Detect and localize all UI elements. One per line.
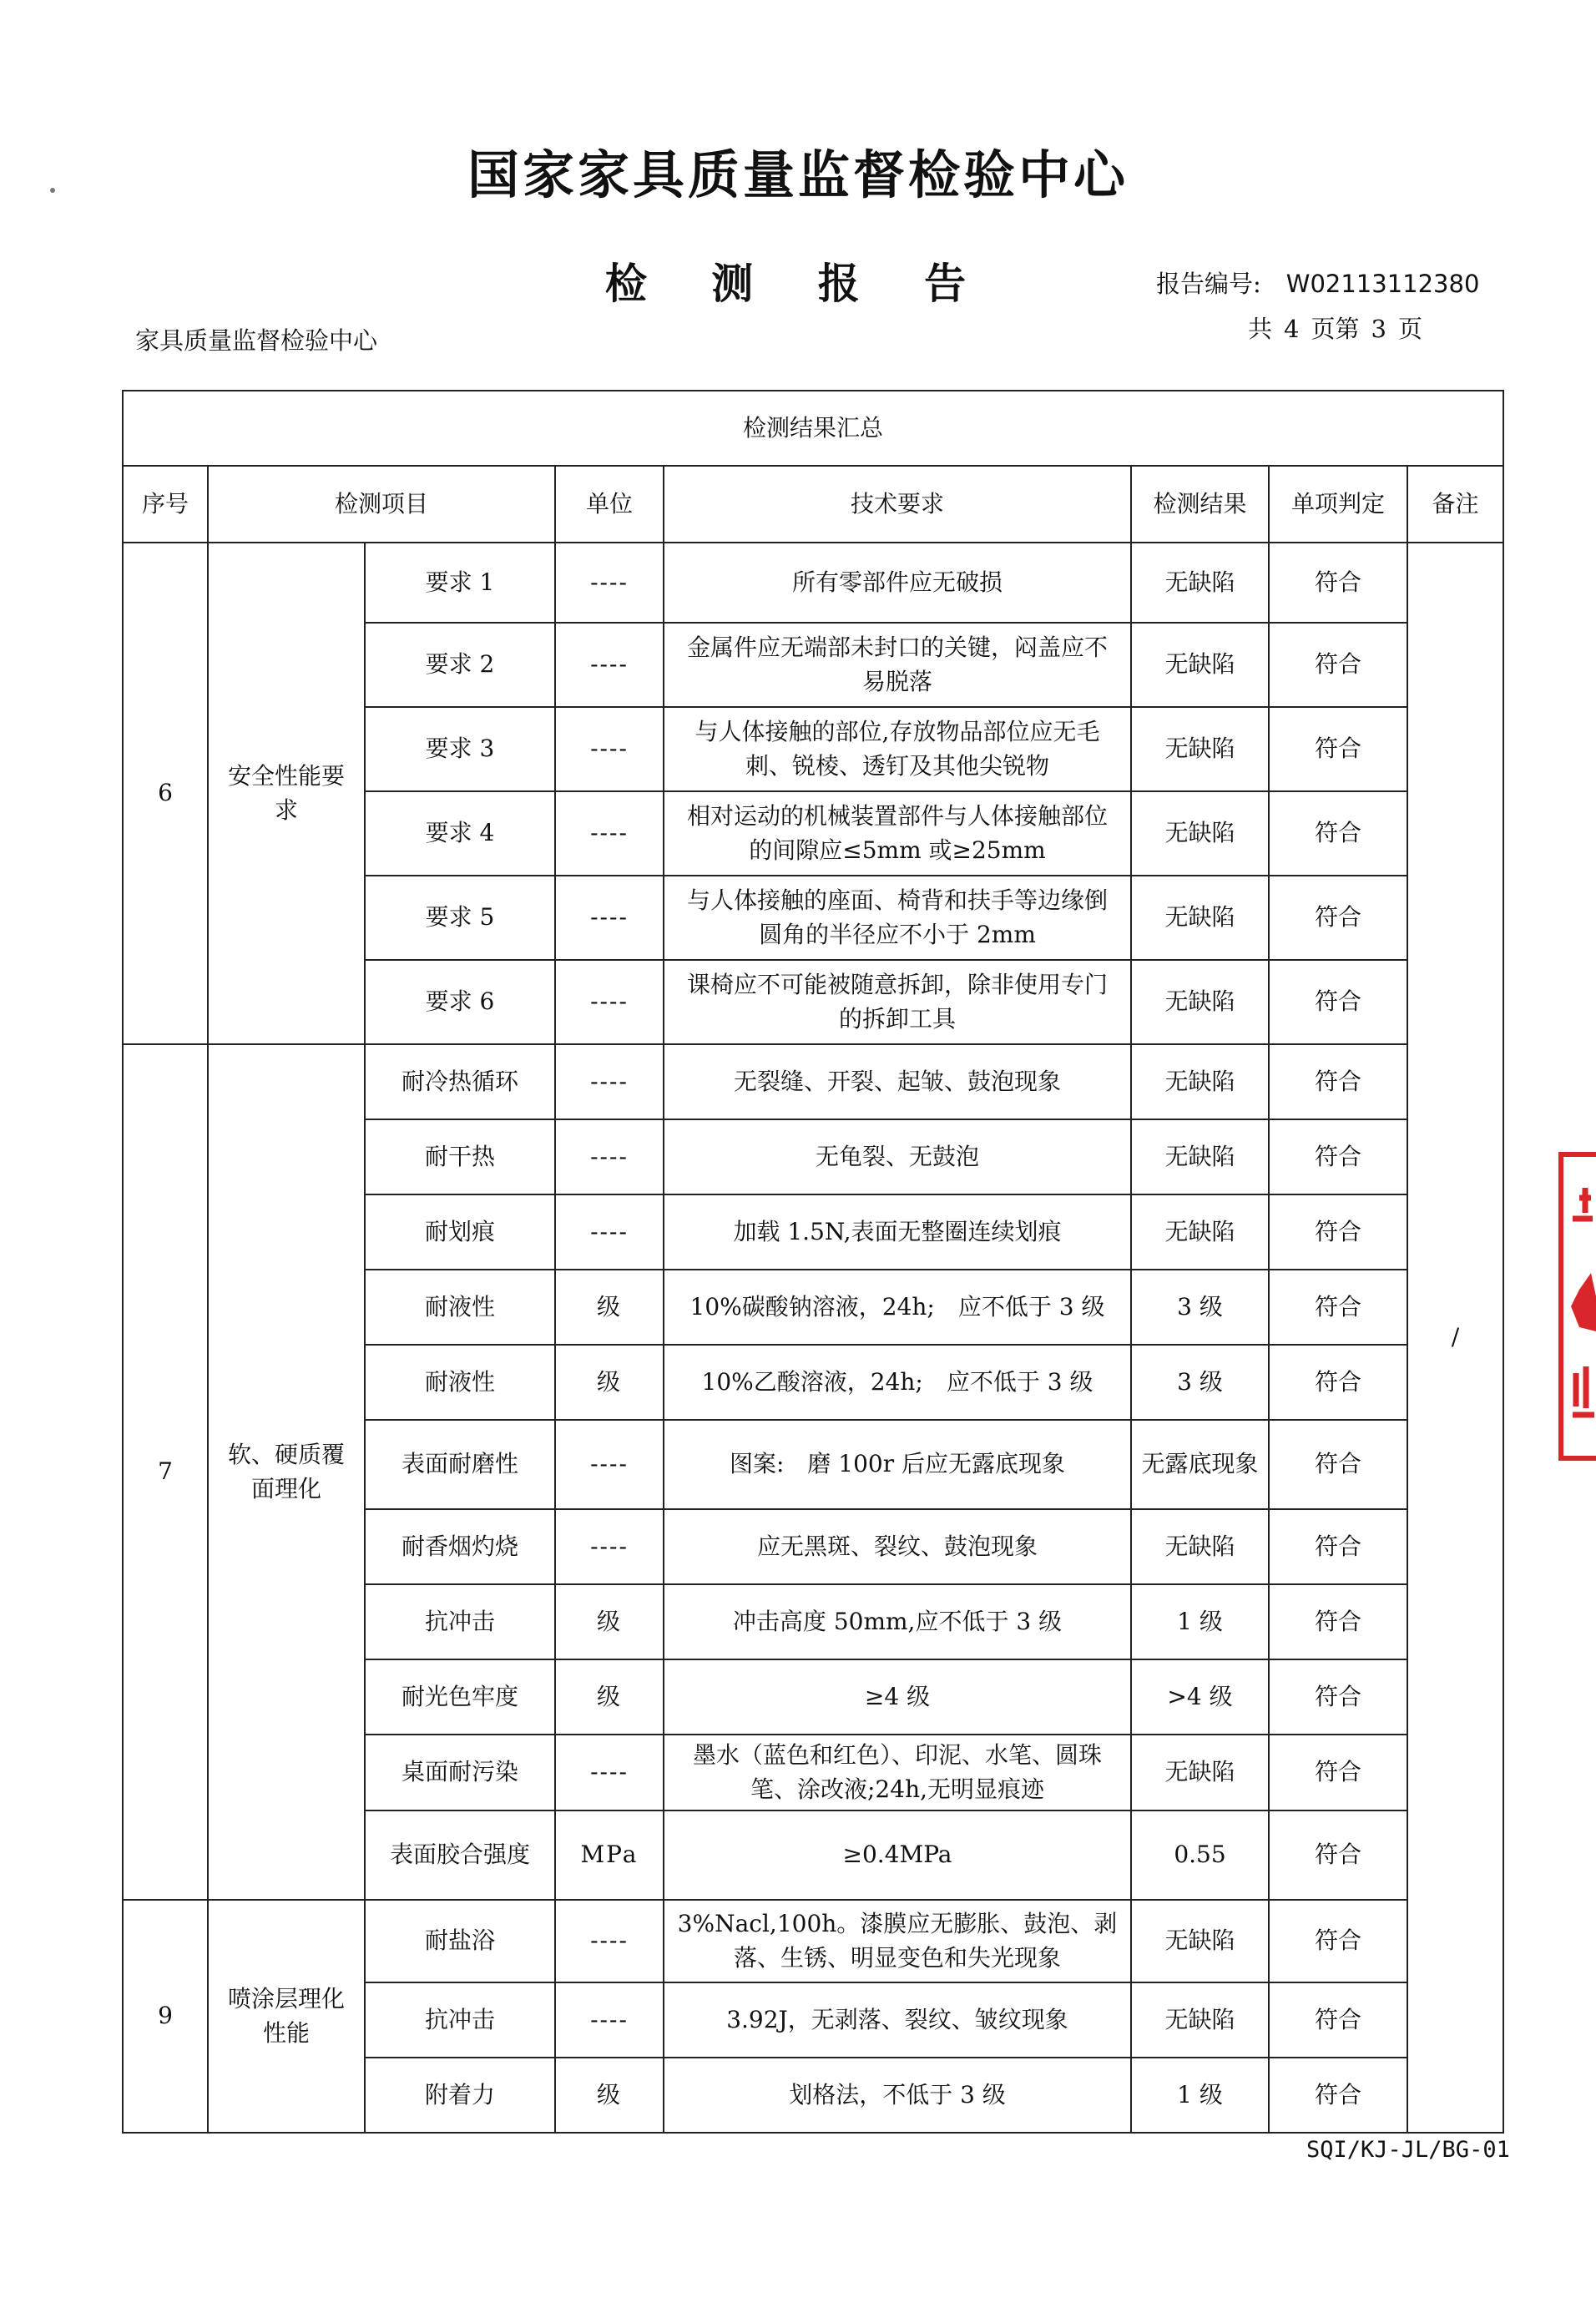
item-requirement: 10%乙酸溶液，24h; 应不低于 3 级 [664,1345,1131,1420]
item-result: 无露底现象 [1131,1420,1269,1509]
item-name: 耐冷热循环 [365,1044,555,1119]
item-requirement: ≥4 级 [664,1659,1131,1735]
item-unit: ---- [555,1900,664,1982]
item-name: 耐香烟灼烧 [365,1509,555,1584]
item-result: 无缺陷 [1131,1044,1269,1119]
item-result: 无缺陷 [1131,1194,1269,1270]
item-verdict: 符合 [1269,1982,1407,2058]
group-name: 软、硬质覆面理化 [208,1044,365,1900]
item-name: 要求 1 [365,543,555,623]
item-unit: ---- [555,1509,664,1584]
page-total-suffix: 页第 [1311,315,1360,343]
item-name: 附着力 [365,2058,555,2133]
item-result: 无缺陷 [1131,1900,1269,1982]
remark: / [1407,543,1503,2133]
report-number-value: W02113112380 [1285,270,1480,298]
item-requirement: ≥0.4MPa [664,1810,1131,1900]
item-unit: MPa [555,1810,664,1900]
item-requirement: 无龟裂、无鼓泡 [664,1119,1131,1194]
item-verdict: 符合 [1269,1194,1407,1270]
item-result: 无缺陷 [1131,707,1269,791]
item-unit: ---- [555,960,664,1044]
page-current-suffix: 页 [1397,315,1422,343]
item-verdict: 符合 [1269,1659,1407,1735]
header-no: 序号 [123,466,208,543]
item-name: 要求 5 [365,876,555,960]
item-verdict: 符合 [1269,1119,1407,1194]
item-unit: ---- [555,707,664,791]
page-total: 4 [1284,315,1300,343]
item-verdict: 符合 [1269,623,1407,707]
item-requirement: 无裂缝、开裂、起皱、鼓泡现象 [664,1044,1131,1119]
item-unit: ---- [555,623,664,707]
table-caption: 检测结果汇总 [123,391,1503,466]
item-unit: ---- [555,1735,664,1810]
item-result: 无缺陷 [1131,791,1269,876]
item-unit: ---- [555,876,664,960]
item-unit: 级 [555,1345,664,1420]
report-title: 检 测 报 告 [604,260,992,308]
item-requirement: 与人体接触的座面、椅背和扶手等边缘倒圆角的半径应不小于 2mm [664,876,1131,960]
page-info [1248,311,1434,345]
item-name: 抗冲击 [365,1982,555,2058]
item-requirement: 加载 1.5N,表面无整圈连续划痕 [664,1194,1131,1270]
table-row [123,543,1503,623]
item-name: 耐光色牢度 [365,1659,555,1735]
item-verdict: 符合 [1269,1900,1407,1982]
group-number: 6 [123,543,208,1044]
item-unit: 级 [555,2058,664,2133]
item-name: 耐干热 [365,1119,555,1194]
results-summary-table [122,390,1504,2134]
red-seal-stamp-fragment [1554,1148,1596,1465]
table-row [123,1044,1503,1119]
item-verdict: 符合 [1269,543,1407,623]
item-verdict: 符合 [1269,1810,1407,1900]
header-row [123,466,1503,543]
item-name: 表面耐磨性 [365,1420,555,1509]
item-result: 3 级 [1131,1345,1269,1420]
item-requirement: 图案: 磨 100r 后应无露底现象 [664,1420,1131,1509]
item-unit: ---- [555,1119,664,1194]
header-remark: 备注 [1407,466,1503,543]
item-requirement: 相对运动的机械装置部件与人体接触部位的间隙应≤5mm 或≥25mm [664,791,1131,876]
item-verdict: 符合 [1269,1735,1407,1810]
item-name: 耐液性 [365,1270,555,1345]
item-verdict: 符合 [1269,960,1407,1044]
item-result: 无缺陷 [1131,1509,1269,1584]
item-unit: ---- [555,1982,664,2058]
item-requirement: 与人体接触的部位,存放物品部位应无毛刺、锐棱、透钉及其他尖锐物 [664,707,1131,791]
item-requirement: 3.92J，无剥落、裂纹、皱纹现象 [664,1982,1131,2058]
item-name: 抗冲击 [365,1584,555,1659]
item-result: 1 级 [1131,2058,1269,2133]
item-result: 无缺陷 [1131,876,1269,960]
item-verdict: 符合 [1269,1509,1407,1584]
item-verdict: 符合 [1269,1044,1407,1119]
item-requirement: 所有零部件应无破损 [664,543,1131,623]
item-verdict: 符合 [1269,876,1407,960]
item-requirement: 金属件应无端部未封口的关键，闷盖应不易脱落 [664,623,1131,707]
item-result: >4 级 [1131,1659,1269,1735]
header-requirement: 技术要求 [664,466,1131,543]
item-requirement: 墨水（蓝色和红色）、印泥、水笔、圆珠笔、涂改液;24h,无明显痕迹 [664,1735,1131,1810]
report-number-label: 报告编号: [1156,270,1261,298]
item-result: 1 级 [1131,1584,1269,1659]
item-unit: ---- [555,1194,664,1270]
group-number: 7 [123,1044,208,1900]
item-name: 要求 2 [365,623,555,707]
item-name: 表面胶合强度 [365,1810,555,1900]
item-name: 要求 4 [365,791,555,876]
group-name: 安全性能要求 [208,543,365,1044]
item-result: 无缺陷 [1131,1119,1269,1194]
item-verdict: 符合 [1269,1345,1407,1420]
item-unit: ---- [555,1420,664,1509]
header-unit: 单位 [555,466,664,543]
item-verdict: 符合 [1269,1420,1407,1509]
sub-organization: 家具质量监督检验中心 [135,326,378,355]
group-number: 9 [123,1900,208,2133]
header-item: 检测项目 [208,466,555,543]
item-name: 桌面耐污染 [365,1735,555,1810]
item-name: 要求 3 [365,707,555,791]
item-verdict: 符合 [1269,791,1407,876]
item-name: 耐盐浴 [365,1900,555,1982]
item-verdict: 符合 [1269,2058,1407,2133]
table-row [123,1900,1503,1982]
item-verdict: 符合 [1269,707,1407,791]
page-current: 3 [1371,315,1386,343]
item-name: 耐液性 [365,1345,555,1420]
report-number [1156,265,1479,300]
header-verdict: 单项判定 [1269,466,1407,543]
item-unit: 级 [555,1659,664,1735]
item-unit: ---- [555,543,664,623]
item-verdict: 符合 [1269,1584,1407,1659]
item-result: 无缺陷 [1131,1735,1269,1810]
item-result: 无缺陷 [1131,543,1269,623]
group-name: 喷涂层理化性能 [208,1900,365,2133]
item-unit: 级 [555,1584,664,1659]
item-unit: ---- [555,791,664,876]
item-result: 3 级 [1131,1270,1269,1345]
item-result: 无缺陷 [1131,960,1269,1044]
item-name: 要求 6 [365,960,555,1044]
header-result: 检测结果 [1131,466,1269,543]
item-unit: ---- [555,1044,664,1119]
item-name: 耐划痕 [365,1194,555,1270]
item-result: 无缺陷 [1131,623,1269,707]
item-result: 无缺陷 [1131,1982,1269,2058]
form-code: SQI/KJ-JL/BG-01 [1306,2137,1510,2163]
item-requirement: 课椅应不可能被随意拆卸，除非使用专门的拆卸工具 [664,960,1131,1044]
org-title: 国家家具质量监督检验中心 [467,144,1129,205]
item-result: 0.55 [1131,1810,1269,1900]
item-requirement: 应无黑斑、裂纹、鼓泡现象 [664,1509,1131,1584]
item-unit: 级 [555,1270,664,1345]
item-requirement: 10%碳酸钠溶液，24h; 应不低于 3 级 [664,1270,1131,1345]
item-requirement: 3%Nacl,100h。漆膜应无膨胀、鼓泡、剥落、生锈、明显变色和失光现象 [664,1900,1131,1982]
item-verdict: 符合 [1269,1270,1407,1345]
page-total-prefix: 共 [1248,315,1273,343]
item-requirement: 划格法，不低于 3 级 [664,2058,1131,2133]
item-requirement: 冲击高度 50mm,应不低于 3 级 [664,1584,1131,1659]
